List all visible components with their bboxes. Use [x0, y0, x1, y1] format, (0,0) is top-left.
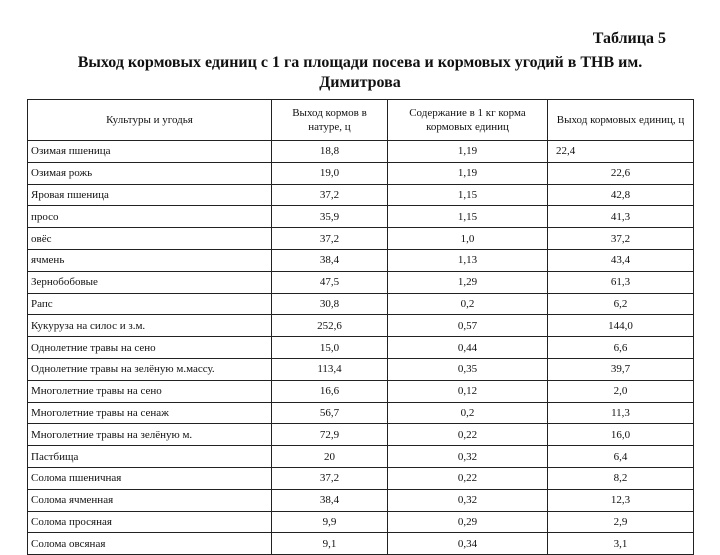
- crop-name-cell: Яровая пшеница: [28, 184, 272, 206]
- table-row: [28, 424, 694, 446]
- content-cell: 0,2: [388, 293, 548, 315]
- feed-units-cell: 144,0: [548, 315, 694, 337]
- feed-units-cell: 2,9: [548, 511, 694, 533]
- content-cell: 0,32: [388, 489, 548, 511]
- crop-name-cell: Озимая рожь: [28, 162, 272, 184]
- crop-name-cell: Солома пшеничная: [28, 467, 272, 489]
- yield-cell: 9,9: [272, 511, 388, 533]
- yield-cell: 252,6: [272, 315, 388, 337]
- feed-units-table: [27, 99, 694, 555]
- content-cell: 0,44: [388, 337, 548, 359]
- content-cell: 0,57: [388, 315, 548, 337]
- content-cell: 1,29: [388, 271, 548, 293]
- yield-cell: 38,4: [272, 489, 388, 511]
- content-cell: 0,22: [388, 467, 548, 489]
- header-feed-units: Выход кормовых единиц, ц: [548, 100, 694, 141]
- table-row: [28, 141, 694, 163]
- yield-cell: 30,8: [272, 293, 388, 315]
- content-cell: 1,19: [388, 141, 548, 163]
- feed-units-cell: 6,6: [548, 337, 694, 359]
- yield-cell: 15,0: [272, 337, 388, 359]
- content-cell: 1,15: [388, 184, 548, 206]
- yield-cell: 47,5: [272, 271, 388, 293]
- table-row: [28, 293, 694, 315]
- feed-units-cell: 16,0: [548, 424, 694, 446]
- feed-units-cell: 8,2: [548, 467, 694, 489]
- table-row: [28, 511, 694, 533]
- crop-name-cell: Солома овсяная: [28, 533, 272, 555]
- title-line-2: Димитрова: [319, 74, 401, 91]
- table-row: [28, 184, 694, 206]
- yield-cell: 37,2: [272, 467, 388, 489]
- content-cell: 0,22: [388, 424, 548, 446]
- feed-units-cell: 42,8: [548, 184, 694, 206]
- feed-units-cell: 43,4: [548, 249, 694, 271]
- table-row: [28, 358, 694, 380]
- content-cell: 1,13: [388, 249, 548, 271]
- yield-cell: 20: [272, 446, 388, 468]
- yield-cell: 56,7: [272, 402, 388, 424]
- table-caption: Таблица 5: [592, 30, 666, 47]
- crop-name-cell: Однолетние травы на сено: [28, 337, 272, 359]
- crop-name-cell: Рапс: [28, 293, 272, 315]
- table-row: [28, 446, 694, 468]
- table-row: [28, 162, 694, 184]
- feed-units-cell: 3,1: [548, 533, 694, 555]
- crop-name-cell: Солома просяная: [28, 511, 272, 533]
- content-cell: 0,35: [388, 358, 548, 380]
- feed-units-cell: 41,3: [548, 206, 694, 228]
- content-cell: 0,29: [388, 511, 548, 533]
- yield-cell: 113,4: [272, 358, 388, 380]
- crop-name-cell: Солома ячменная: [28, 489, 272, 511]
- yield-cell: 9,1: [272, 533, 388, 555]
- yield-cell: 16,6: [272, 380, 388, 402]
- table-row: [28, 228, 694, 250]
- header-content: Содержание в 1 кг корма кормовых единиц: [388, 100, 548, 141]
- crop-name-cell: Кукуруза на силос и з.м.: [28, 315, 272, 337]
- feed-units-cell: 22,6: [548, 162, 694, 184]
- crop-name-cell: Однолетние травы на зелёную м.массу.: [28, 358, 272, 380]
- crop-name-cell: Многолетние травы на зелёную м.: [28, 424, 272, 446]
- crop-name-cell: ячмень: [28, 249, 272, 271]
- crop-name-cell: Зернобобовые: [28, 271, 272, 293]
- crop-name-cell: Озимая пшеница: [28, 141, 272, 163]
- content-cell: 0,2: [388, 402, 548, 424]
- content-cell: 1,19: [388, 162, 548, 184]
- table-row: [28, 402, 694, 424]
- feed-units-cell: 37,2: [548, 228, 694, 250]
- header-crops: Культуры и угодья: [28, 100, 272, 141]
- crop-name-cell: просо: [28, 206, 272, 228]
- table-row: [28, 467, 694, 489]
- crop-name-cell: Многолетние травы на сенаж: [28, 402, 272, 424]
- content-cell: 0,34: [388, 533, 548, 555]
- content-cell: 0,32: [388, 446, 548, 468]
- feed-units-cell: 6,4: [548, 446, 694, 468]
- yield-cell: 18,8: [272, 141, 388, 163]
- table-row: [28, 380, 694, 402]
- table-row: [28, 315, 694, 337]
- crop-name-cell: овёс: [28, 228, 272, 250]
- feed-units-cell: 12,3: [548, 489, 694, 511]
- table-row: [28, 533, 694, 555]
- yield-cell: 19,0: [272, 162, 388, 184]
- header-yield: Выход кормов в натуре, ц: [272, 100, 388, 141]
- yield-cell: 38,4: [272, 249, 388, 271]
- title-line-1: Выход кормовых единиц с 1 га площади посева и кормовых угодий в ТНВ им.: [77, 54, 643, 71]
- table-row: [28, 249, 694, 271]
- yield-cell: 37,2: [272, 228, 388, 250]
- content-cell: 0,12: [388, 380, 548, 402]
- crop-name-cell: Пастбища: [28, 446, 272, 468]
- table-title: [0, 53, 720, 93]
- feed-units-cell: 11,3: [548, 402, 694, 424]
- feed-units-cell: 6,2: [548, 293, 694, 315]
- feed-units-cell: 61,3: [548, 271, 694, 293]
- table-row: [28, 206, 694, 228]
- content-cell: 1,0: [388, 228, 548, 250]
- table-row: [28, 337, 694, 359]
- yield-cell: 35,9: [272, 206, 388, 228]
- feed-units-cell: 39,7: [548, 358, 694, 380]
- table-row: [28, 271, 694, 293]
- feed-units-cell: 22,4: [548, 141, 694, 163]
- yield-cell: 72,9: [272, 424, 388, 446]
- content-cell: 1,15: [388, 206, 548, 228]
- feed-units-cell: 2,0: [548, 380, 694, 402]
- header-row: [28, 100, 694, 141]
- yield-cell: 37,2: [272, 184, 388, 206]
- table-row: [28, 489, 694, 511]
- crop-name-cell: Многолетние травы на сено: [28, 380, 272, 402]
